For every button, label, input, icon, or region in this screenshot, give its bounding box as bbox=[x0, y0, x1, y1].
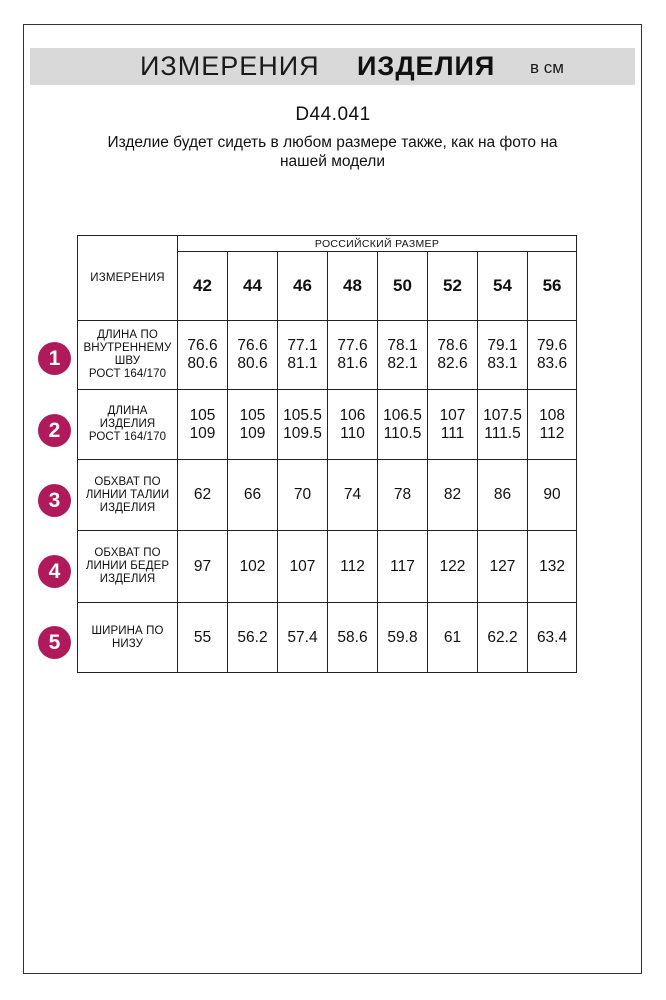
value-line: 107 bbox=[289, 557, 316, 575]
value-cell bbox=[328, 460, 378, 531]
value-line: 106.5 bbox=[383, 406, 422, 424]
value-cell bbox=[378, 603, 428, 673]
value-line: 81.6 bbox=[337, 355, 368, 372]
value-line: 78.6 bbox=[437, 337, 468, 354]
value-cell bbox=[378, 531, 428, 603]
size-header-cell: 52 bbox=[428, 252, 478, 321]
value-line: 110 bbox=[340, 424, 365, 442]
measurements-header: ИЗМЕРЕНИЯ bbox=[78, 236, 178, 321]
value-cell bbox=[328, 603, 378, 673]
value-line: 82.1 bbox=[387, 355, 418, 372]
measurement-label-line: ОБХВАТ ПО bbox=[94, 547, 161, 559]
value-line: 78 bbox=[393, 486, 412, 503]
value-line: 57.4 bbox=[287, 628, 318, 646]
value-cell bbox=[528, 603, 577, 673]
value-cell bbox=[278, 531, 328, 603]
measurement-label-line: ДЛИНА ПО bbox=[97, 329, 158, 341]
measurement-row bbox=[78, 390, 577, 460]
value-line: 80.6 bbox=[237, 355, 268, 372]
size-header-cell: 48 bbox=[328, 252, 378, 321]
measurement-label-line: ОБХВАТ ПО bbox=[94, 475, 161, 488]
value-line: 107.5 bbox=[483, 406, 522, 424]
value-line: 106 bbox=[339, 406, 366, 424]
value-cell bbox=[528, 531, 577, 603]
value-line: 63.4 bbox=[536, 628, 568, 646]
value-line: 117 bbox=[390, 557, 415, 575]
unit-label: в см bbox=[530, 58, 564, 77]
value-cell bbox=[228, 460, 278, 531]
value-cell bbox=[478, 531, 528, 603]
measurement-label-line: ШВУ bbox=[114, 355, 141, 367]
measurement-label-line: ИЗДЕЛИЯ bbox=[99, 418, 156, 430]
value-cell bbox=[228, 603, 278, 673]
measurement-row bbox=[78, 321, 577, 390]
value-cell bbox=[428, 603, 478, 673]
measurement-label bbox=[78, 531, 178, 603]
measurement-label-line: ИЗДЕЛИЯ bbox=[99, 573, 156, 585]
value-cell bbox=[178, 603, 228, 673]
title-part2: ИЗДЕЛИЯ bbox=[357, 51, 496, 81]
value-cell bbox=[278, 390, 328, 460]
value-line: 105 bbox=[239, 406, 266, 424]
value-cell bbox=[528, 390, 577, 460]
size-header-cell: 56 bbox=[528, 252, 577, 321]
value-line: 62 bbox=[193, 486, 212, 503]
measurement-label bbox=[78, 603, 178, 673]
value-line: 109 bbox=[239, 424, 266, 442]
value-line: 58.6 bbox=[337, 628, 368, 646]
value-line: 66 bbox=[243, 486, 262, 503]
value-line: 76.6 bbox=[237, 337, 268, 354]
value-cell bbox=[428, 321, 478, 390]
value-line: 108 bbox=[539, 406, 565, 424]
value-cell bbox=[328, 390, 378, 460]
value-cell bbox=[478, 321, 528, 390]
value-line: 74 bbox=[343, 486, 362, 503]
value-cell bbox=[228, 531, 278, 603]
value-line: 122 bbox=[439, 557, 466, 575]
value-line: 59.8 bbox=[387, 628, 418, 646]
value-line: 97 bbox=[193, 557, 212, 575]
measurement-label-line: ИЗДЕЛИЯ bbox=[99, 501, 156, 514]
value-line: 55 bbox=[193, 628, 212, 646]
value-line: 81.1 bbox=[287, 355, 318, 372]
value-cell bbox=[478, 460, 528, 531]
measurement-label-line: ШИРИНА ПО bbox=[91, 624, 164, 637]
measurement-label-line: ВНУТРЕННЕМУ bbox=[83, 342, 172, 354]
value-line: 132 bbox=[539, 557, 565, 575]
measurement-label-line: НИЗУ bbox=[111, 637, 144, 650]
value-line: 109.5 bbox=[283, 424, 322, 442]
value-cell bbox=[178, 460, 228, 531]
value-cell bbox=[178, 321, 228, 390]
value-line: 80.6 bbox=[187, 355, 218, 372]
value-line: 111 bbox=[440, 424, 465, 442]
value-cell bbox=[528, 321, 577, 390]
measurement-row bbox=[78, 531, 577, 603]
value-line: 112 bbox=[340, 557, 365, 575]
value-line: 127 bbox=[489, 557, 516, 575]
value-cell bbox=[378, 460, 428, 531]
value-cell bbox=[278, 460, 328, 531]
value-line: 86 bbox=[493, 486, 512, 503]
value-line: 62.2 bbox=[487, 628, 518, 646]
row-number-badge: 3 bbox=[38, 484, 71, 517]
value-line: 78.1 bbox=[387, 337, 418, 354]
measurement-label bbox=[78, 460, 178, 531]
value-cell bbox=[378, 321, 428, 390]
measurement-row bbox=[78, 460, 577, 531]
measurement-label-line: ЛИНИИ БЕДЕР bbox=[85, 560, 170, 572]
title-banner bbox=[30, 48, 635, 85]
measurement-row bbox=[78, 603, 577, 673]
value-line: 107 bbox=[439, 406, 466, 424]
size-table bbox=[77, 235, 577, 673]
value-cell bbox=[378, 390, 428, 460]
value-line: 56.2 bbox=[237, 628, 268, 646]
value-line: 109 bbox=[189, 424, 216, 442]
size-header-cell: 54 bbox=[478, 252, 528, 321]
value-cell bbox=[428, 460, 478, 531]
size-header-cell: 50 bbox=[378, 252, 428, 321]
value-line: 112 bbox=[539, 424, 565, 442]
value-line: 77.6 bbox=[337, 337, 368, 354]
value-cell bbox=[178, 531, 228, 603]
value-line: 90 bbox=[543, 486, 561, 503]
value-cell bbox=[278, 321, 328, 390]
value-line: 83.6 bbox=[536, 355, 568, 372]
size-header-cell: 46 bbox=[278, 252, 328, 321]
value-line: 102 bbox=[239, 557, 266, 575]
row-number-badge: 5 bbox=[38, 626, 71, 659]
value-cell bbox=[478, 390, 528, 460]
size-header-cell: 42 bbox=[178, 252, 228, 321]
measurement-label bbox=[78, 321, 178, 390]
measurement-label-line: РОСТ 164/170 bbox=[88, 368, 167, 380]
measurement-label-line: ДЛИНА bbox=[107, 405, 148, 417]
product-code: D44.041 bbox=[295, 104, 371, 125]
value-line: 105.5 bbox=[283, 406, 322, 424]
value-line: 76.6 bbox=[187, 337, 218, 354]
value-cell bbox=[478, 603, 528, 673]
measurement-label-line: РОСТ 164/170 bbox=[88, 431, 167, 443]
value-cell bbox=[278, 603, 328, 673]
value-line: 79.6 bbox=[536, 337, 568, 354]
value-cell bbox=[228, 321, 278, 390]
measurement-label-line: ЛИНИИ ТАЛИИ bbox=[85, 488, 170, 501]
value-cell bbox=[428, 531, 478, 603]
title-part1: ИЗМЕРЕНИЯ bbox=[140, 51, 320, 81]
value-cell bbox=[428, 390, 478, 460]
value-line: 111.5 bbox=[484, 424, 521, 442]
value-cell bbox=[528, 460, 577, 531]
value-line: 61 bbox=[443, 628, 462, 646]
size-header-cell: 44 bbox=[228, 252, 278, 321]
value-line: 79.1 bbox=[487, 337, 518, 354]
value-cell bbox=[328, 321, 378, 390]
value-line: 83.1 bbox=[487, 355, 518, 372]
value-cell bbox=[328, 531, 378, 603]
fit-note: Изделие будет сидеть в любом размере также, как на фото на нашей модели bbox=[107, 134, 558, 170]
value-line: 82 bbox=[443, 486, 462, 503]
row-number-badge: 1 bbox=[38, 342, 71, 375]
row-number-badge: 2 bbox=[38, 414, 71, 447]
value-line: 105 bbox=[189, 406, 216, 424]
russian-size-header: РОССИЙСКИЙ РАЗМЕР bbox=[178, 236, 577, 252]
value-line: 82.6 bbox=[437, 355, 468, 372]
value-line: 70 bbox=[293, 486, 312, 503]
value-cell bbox=[178, 390, 228, 460]
row-number-badge: 4 bbox=[38, 555, 71, 588]
value-line: 77.1 bbox=[287, 337, 318, 354]
measurement-label bbox=[78, 390, 178, 460]
value-line: 110.5 bbox=[383, 424, 422, 442]
value-cell bbox=[228, 390, 278, 460]
